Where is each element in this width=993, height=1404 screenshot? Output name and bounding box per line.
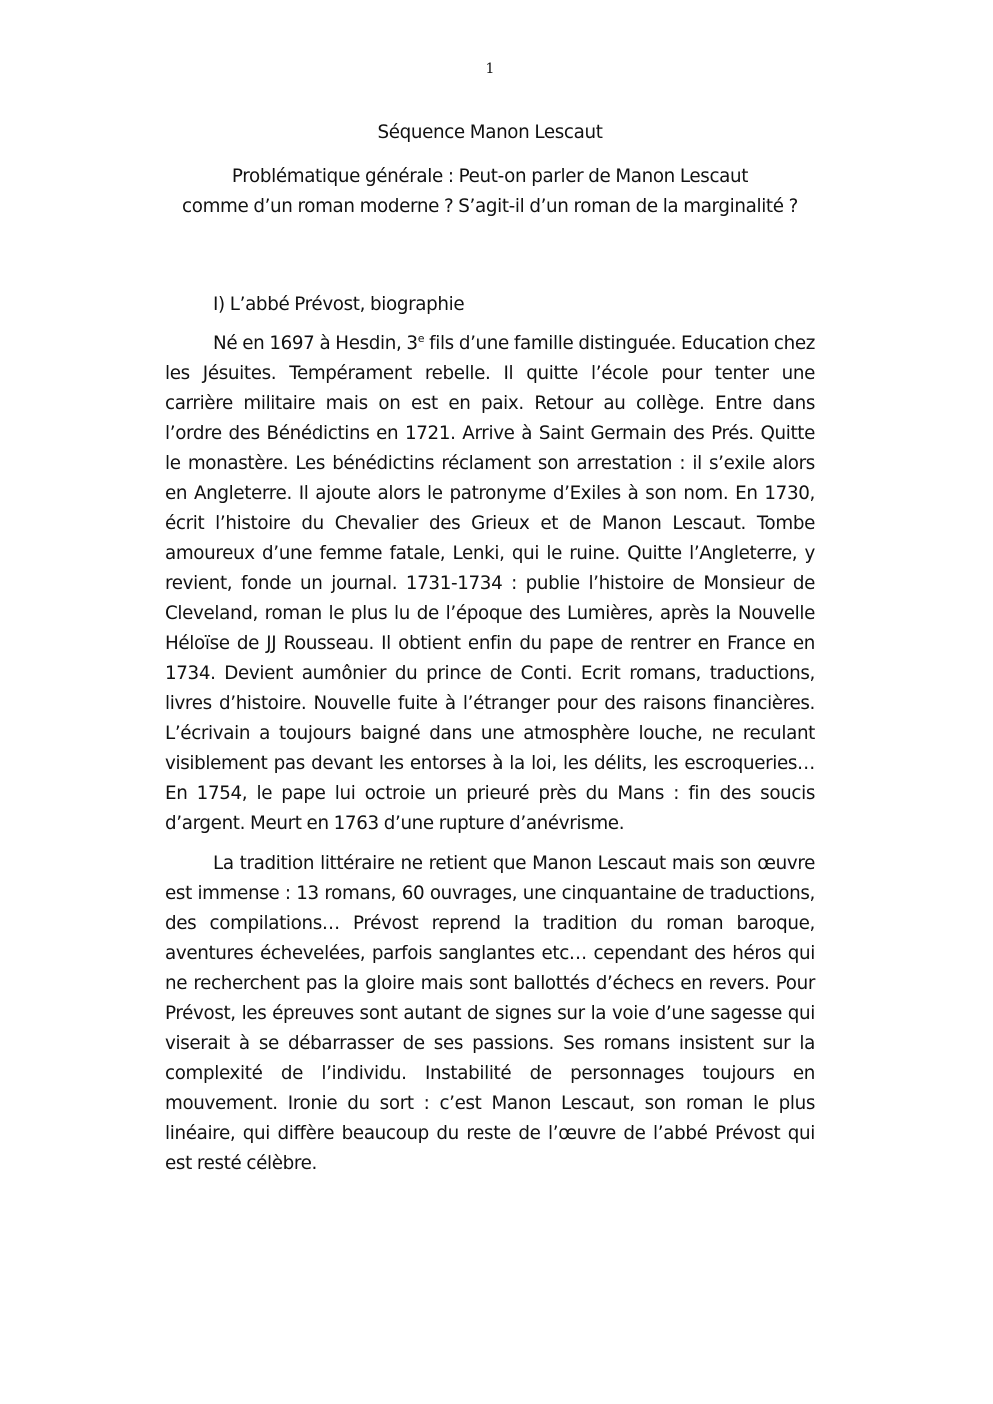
page-number: 1 <box>485 61 495 77</box>
biography-paragraph <box>165 329 815 839</box>
oeuvre-paragraph: La tradition littéraire ne retient que Manon Lescaut mais son œuvre est immense : 13 romans, 60 ouvrages, une cinquantaine de traductions, des compilations… Prévost reprend la tradition du roman baroque, aventures échevelées, parfois sanglantes etc… cependant des héros qui ne recherchent pas la gloire mais sont ballottés d’échecs en revers. Pour Prévost, les épreuves sont autant de signes sur la voie d’une sagesse qui viserait à se débarrasser de ses passions. Ses romans insistent sur la complexité de l’individu. Instabilité de personnages toujours en mouvement. Ironie du sort : c’est Manon Lescaut, son roman le plus linéaire, qui diffère beaucoup du reste de l’œuvre de l’abbé Prévost qui est resté célèbre. <box>165 853 815 1174</box>
ordinal-superscript: e <box>417 331 425 345</box>
biography-text-rest: fils d’une famille distinguée. Education chez les Jésuites. Tempérament rebelle. Il quitte l’école pour tenter une carrière militaire mais on est en paix. Retour au collège. Entre dans l’ordre des Bénédictins en 1721. Arrive à Saint Germain des Prés. Quitte le monastère. Les bénédictins réclament son arrestation : il s’exile alors en Angleterre. Il ajoute alors le patronyme d’Exiles à son nom. En 1730, écrit l’histoire du Chevalier des Grieux et de Manon Lescaut. Tombe amoureux d’une femme fatale, Lenki, qui le ruine. Quitte l’Angleterre, y revient, fonde un journal. 1731-1734 : publie l’histoire de Monsieur de Cleveland, roman le plus lu de l’époque des Lumières, après la Nouvelle Héloïse de JJ Rousseau. Il obtient enfin du pape de rentrer en France en 1734. Devient aumônier du prince de Conti. Ecrit romans, traductions, livres d’histoire. Nouvelle fuite à l’étranger pour des raisons financières. L’écrivain a toujours baigné dans une atmosphère louche, ne reculant visiblement pas devant les entorses à la loi, les délits, les escroqueries… En 1754, le pape lui octroie un prieuré près du Mans : fin des soucis d’argent. Meurt en 1763 d’une rupture d’anévrisme. <box>165 333 815 834</box>
problem-line-2: comme d’un roman moderne ? S’agit-il d’un roman de la marginalité ? <box>182 196 798 217</box>
problem-line-1: Problématique générale : Peut-on parler de Manon Lescaut <box>231 166 749 187</box>
document-body <box>165 118 815 1189</box>
biography-text-start: Né en 1697 à Hesdin, 3 <box>213 333 418 354</box>
document-title: Séquence Manon Lescaut <box>377 122 603 143</box>
problem-statement <box>165 162 815 222</box>
section-heading-biography: I) L’abbé Prévost, biographie <box>213 294 465 315</box>
